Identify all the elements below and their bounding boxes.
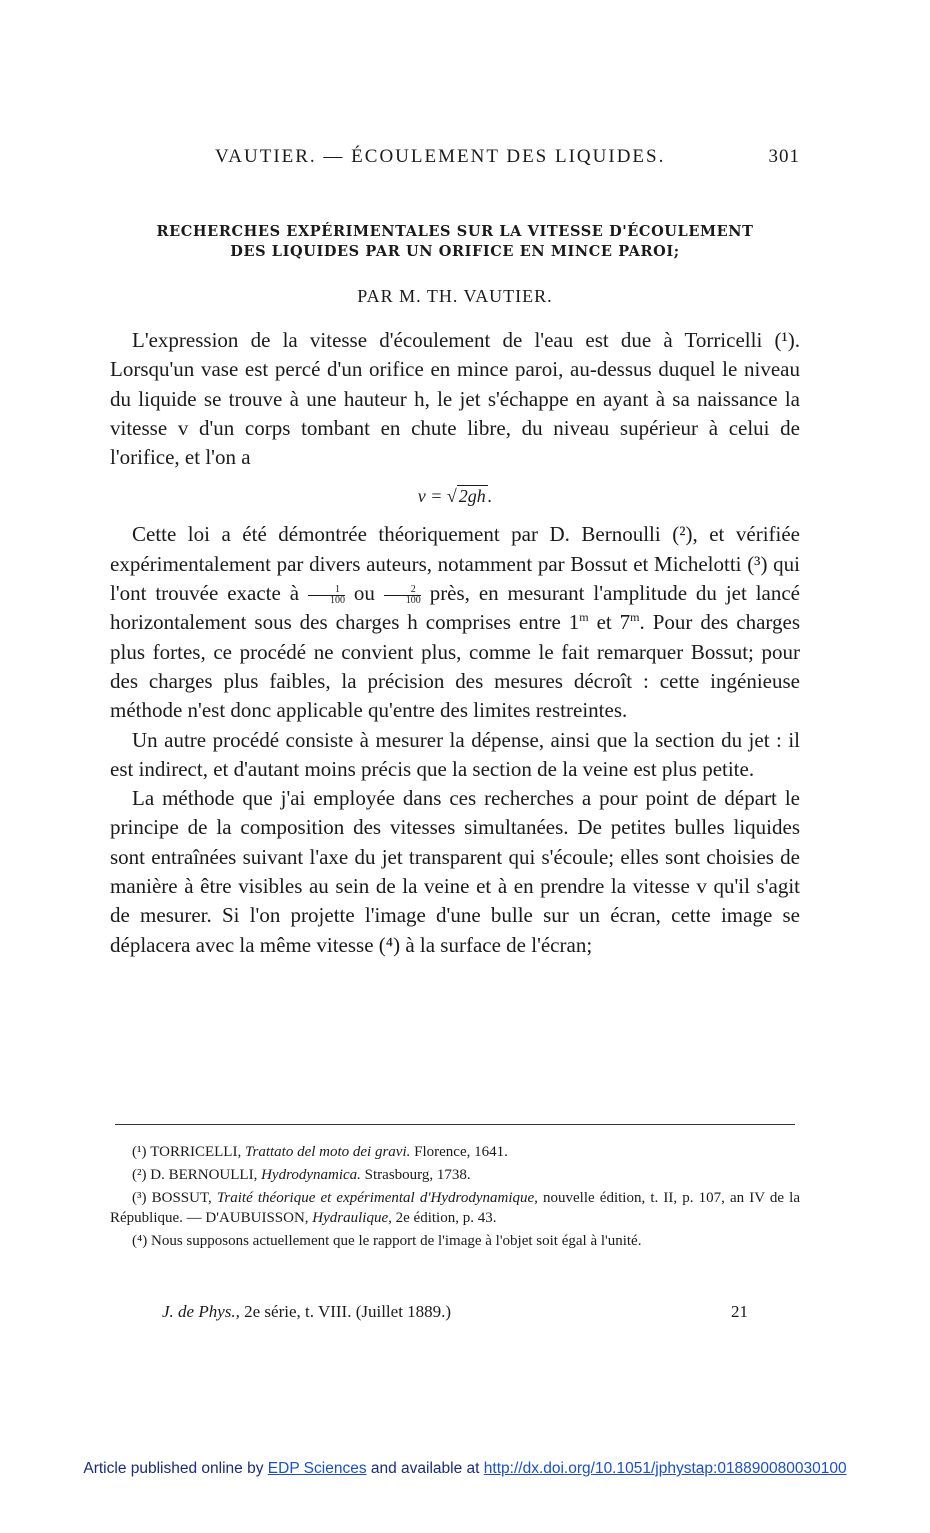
footnote-3-title-2: Hydraulique, — [312, 1210, 392, 1226]
footnote-1-rest: Florence, 1641. — [414, 1144, 508, 1160]
signature-mark: 21 — [731, 1302, 748, 1321]
fraction-1-denominator: 100 — [329, 594, 345, 606]
paragraph-2-part-c: près, en mesurant l'amplitude du jet lancé horizontalement sous des charges h comprises entre 1 — [110, 581, 801, 635]
equation — [110, 472, 800, 520]
article-body — [110, 326, 800, 960]
footnote-1-author: TORRICELLI, — [150, 1144, 242, 1160]
paragraph-2-part-d: et 7 — [596, 610, 631, 635]
equation-lhs: v = √ — [417, 486, 457, 507]
fraction-1-numerator: 1 — [308, 585, 345, 596]
footnote-3-rest: nouvelle édition, t. II, p. 107, an IV de la République. — D'AUBUISSON, — [110, 1190, 801, 1226]
footnote-3-mark: (³) — [132, 1190, 147, 1206]
banner-prefix: Article published online by — [83, 1460, 264, 1477]
footnote-2-author: D. BERNOULLI, — [150, 1167, 258, 1183]
running-head-title: VAUTIER. — ÉCOULEMENT DES LIQUIDES. — [215, 146, 666, 167]
journal-title: J. de Phys., — [162, 1302, 240, 1321]
equation-radicand: 2gh — [458, 486, 486, 507]
footnote-3-rest-2: 2e édition, p. 43. — [395, 1210, 497, 1226]
journal-issue: 2e série, t. VIII. (Juillet 1889.) — [244, 1302, 452, 1321]
fraction-two-hundredths — [384, 585, 421, 606]
footnote-4-mark: (⁴) — [132, 1233, 148, 1249]
paragraph-4: La méthode que j'ai employée dans ces recherches a pour point de départ le principe de la composition des vitesses simultanées. De petites bulles liquides sont entraînées suivant l'axe du jet transparent qui s'écoule; elles sont choisies de manière à être visibles au sein de la veine et à en prendre la vitesse v qu'il s'agit de mesurer. Si l'on projette l'image d'une bulle sur un écran, cette image se déplacera avec la même vitesse (⁴) à la surface de l'écran; — [110, 786, 800, 957]
article-title-line-1: RECHERCHES EXPÉRIMENTALES SUR LA VITESSE D'ÉCOULEMENT — [156, 223, 754, 240]
footnote-2-title: Hydrodynamica. — [261, 1167, 361, 1183]
footnotes — [110, 1142, 800, 1254]
page-number: 301 — [768, 146, 800, 167]
journal-reference — [162, 1302, 451, 1322]
article-title — [110, 222, 800, 262]
footnote-4-text: Nous supposons actuellement que le rapport de l'image à l'objet soit égal à l'unité. — [150, 1233, 642, 1249]
equation-end: . — [487, 486, 493, 507]
footnote-1 — [110, 1142, 800, 1162]
fraction-2-denominator: 100 — [405, 594, 421, 606]
paragraph-2 — [110, 520, 800, 725]
byline: PAR M. TH. VAUTIER. — [357, 286, 553, 306]
superscript-meter-1: m — [579, 610, 589, 625]
superscript-meter-2: m — [630, 610, 640, 625]
publisher-link[interactable]: EDP Sciences — [267, 1460, 367, 1477]
paragraph-2-part-e: . Pour des charges plus fortes, ce procédé ne convient plus, comme le fait remarquer Bossut; pour des charges plus faibles, la précision des mesures décroît : cette ingénieuse méthode n'est donc applicable qu'entre des limites restreintes. — [110, 610, 801, 723]
banner-middle: and available at — [370, 1460, 480, 1477]
footnote-1-title: Trattato del moto dei gravi. — [244, 1144, 411, 1160]
article-title-line-2: DES LIQUIDES PAR UN ORIFICE EN MINCE PAROI; — [230, 243, 680, 260]
footnote-3-author: BOSSUT, — [151, 1190, 212, 1206]
footnote-2-mark: (²) — [132, 1167, 147, 1183]
footnote-4 — [110, 1231, 800, 1251]
footnote-3-title: Traité théorique et expérimental d'Hydrodynamique, — [216, 1190, 538, 1206]
footnote-rule — [115, 1124, 795, 1125]
footnote-2 — [110, 1165, 800, 1185]
paragraph-2-part-b: ou — [353, 581, 375, 606]
doi-link[interactable]: http://dx.doi.org/10.1051/jphystap:018890080030100 — [483, 1460, 847, 1477]
fraction-2-numerator: 2 — [384, 585, 421, 596]
paragraph-1: L'expression de la vitesse d'écoulement de l'eau est due à Torricelli (¹). Lorsqu'un vase est percé d'un orifice en mince paroi, au-dessus duquel le niveau du liquide se trouve à une hauteur h, le jet s'échappe en ayant à sa naissance la vitesse v d'un corps tombant en chute libre, du niveau supérieur à celui de l'orifice, et l'on a — [110, 328, 800, 470]
footnote-3 — [110, 1188, 800, 1228]
footnote-2-rest: Strasbourg, 1738. — [364, 1167, 471, 1183]
publication-banner — [0, 1460, 930, 1478]
paragraph-3: Un autre procédé consiste à mesurer la dépense, ainsi que la section du jet : il est indirect, et d'autant moins précis que la section de la veine est plus petite. — [110, 727, 800, 781]
footnote-1-mark: (¹) — [132, 1144, 147, 1160]
paragraph-2-part-a: Cette loi a été démontrée théoriquement par D. Bernoulli (²), et vérifiée expérimentalement par divers auteurs, notamment par Bossut et Michelotti (³) qui l'ont trouvée exacte à — [110, 522, 800, 606]
fraction-one-hundredth — [308, 585, 345, 606]
